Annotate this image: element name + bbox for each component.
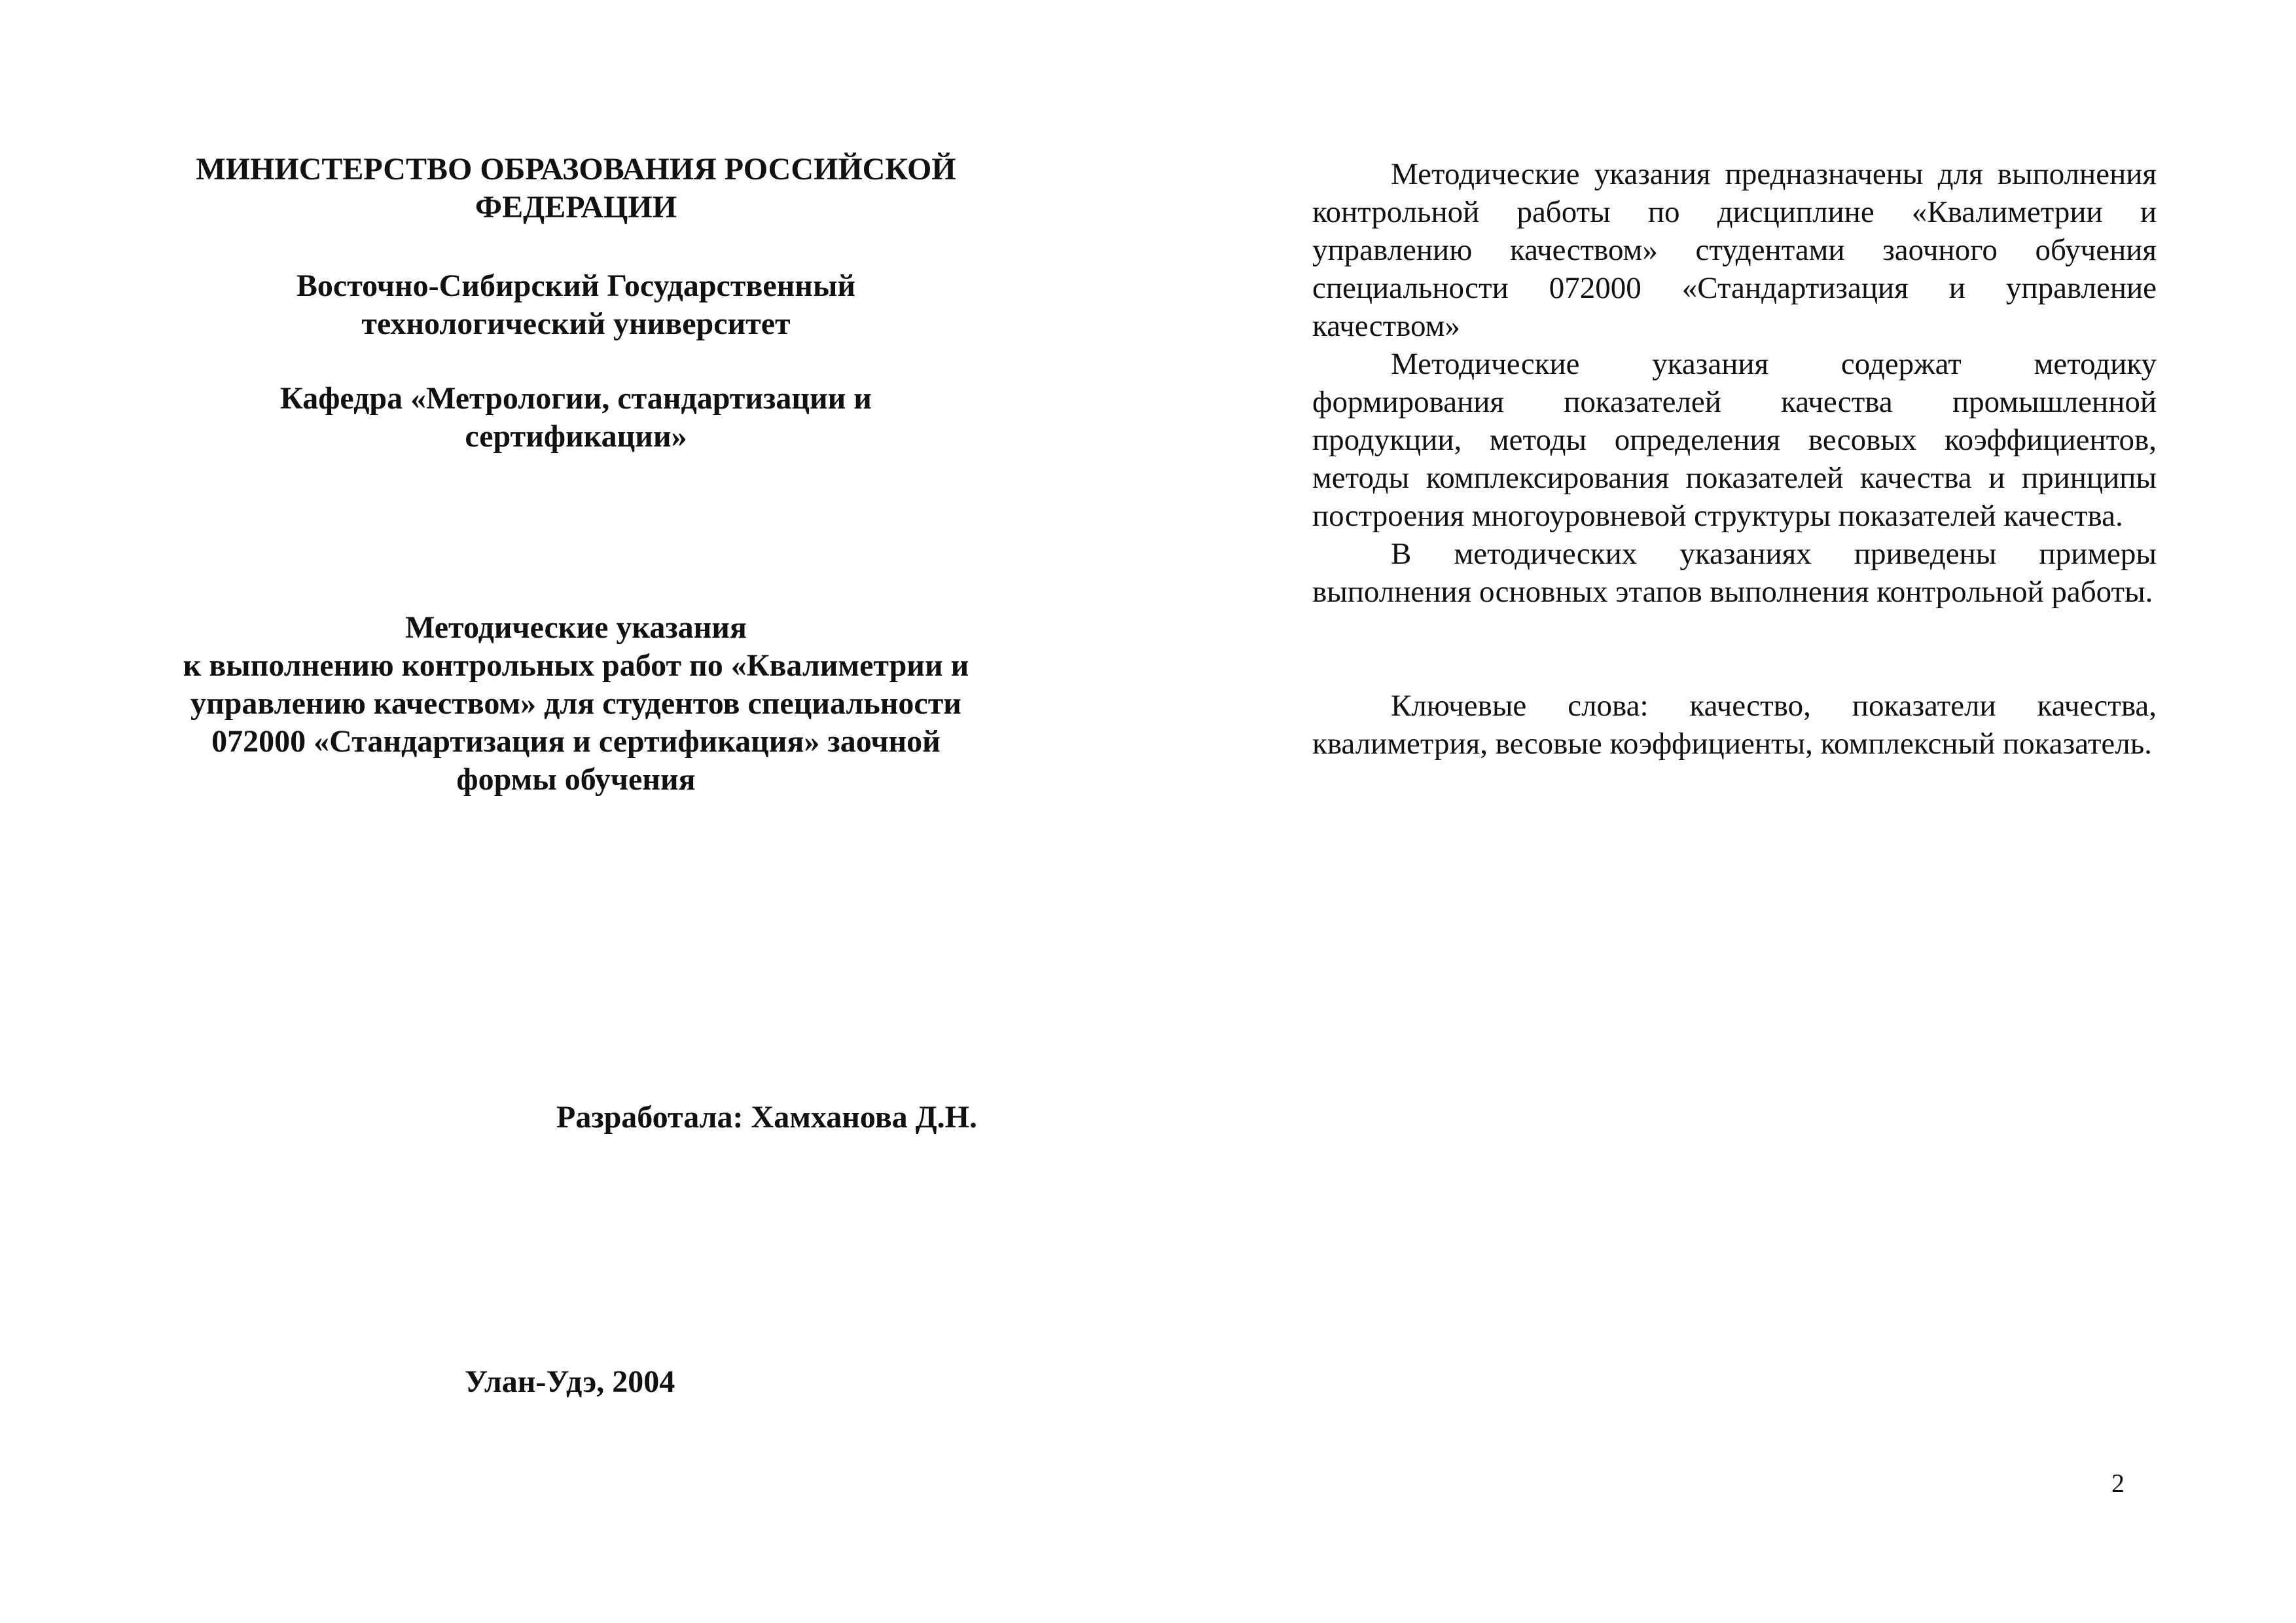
annotation-paragraph: Методические указания содержат методику формирования показателей качества промышленной продукции, методы определения весовых коэффициентов, методы комплексирования показателей качества и принципы построения многоуровневой структуры показателей качества. bbox=[1312, 347, 2157, 533]
guidelines-line: к выполнению контрольных работ по «Квалиметрии и bbox=[183, 648, 969, 683]
university-name bbox=[151, 267, 1001, 343]
department-name bbox=[151, 380, 1001, 456]
guidelines-line: 072000 «Стандартизация и сертификация» заочной bbox=[211, 724, 941, 759]
page-number: 2 bbox=[2111, 1468, 2125, 1498]
keywords-paragraph: Ключевые слова: качество, показатели качества, квалиметрия, весовые коэффициенты, комплексный показатель. bbox=[1312, 689, 2157, 761]
author-line: Разработала: Хамханова Д.Н. bbox=[556, 1100, 978, 1135]
ministry-heading bbox=[151, 151, 1001, 227]
university-line: технологический университет bbox=[361, 306, 791, 341]
guidelines-title bbox=[151, 609, 1001, 799]
department-line: Кафедра «Метрологии, стандартизации и bbox=[280, 381, 872, 416]
guidelines-line: Методические указания bbox=[405, 610, 747, 645]
guidelines-line: формы обучения bbox=[456, 762, 696, 797]
annotation-page bbox=[1312, 155, 2157, 763]
ministry-line: ФЕДЕРАЦИИ bbox=[475, 190, 677, 225]
annotation-paragraph: Методические указания предназначены для выполнения контрольной работы по дисциплине «Квалиметрии и управлению качеством» студентами заочного обучения специальности 072000 «Стандартизация и управление качеством» bbox=[1312, 157, 2157, 343]
annotation-paragraph: В методических указаниях приведены примеры выполнения основных этапов выполнения контрольной работы. bbox=[1312, 537, 2157, 609]
place-year: Улан-Удэ, 2004 bbox=[465, 1364, 675, 1399]
department-line: сертификации» bbox=[465, 419, 687, 454]
ministry-line: МИНИСТЕРСТВО ОБРАЗОВАНИЯ РОССИЙСКОЙ bbox=[196, 152, 956, 187]
university-line: Восточно-Сибирский Государственный bbox=[296, 268, 856, 303]
guidelines-line: управлению качеством» для студентов специальности bbox=[190, 686, 961, 721]
